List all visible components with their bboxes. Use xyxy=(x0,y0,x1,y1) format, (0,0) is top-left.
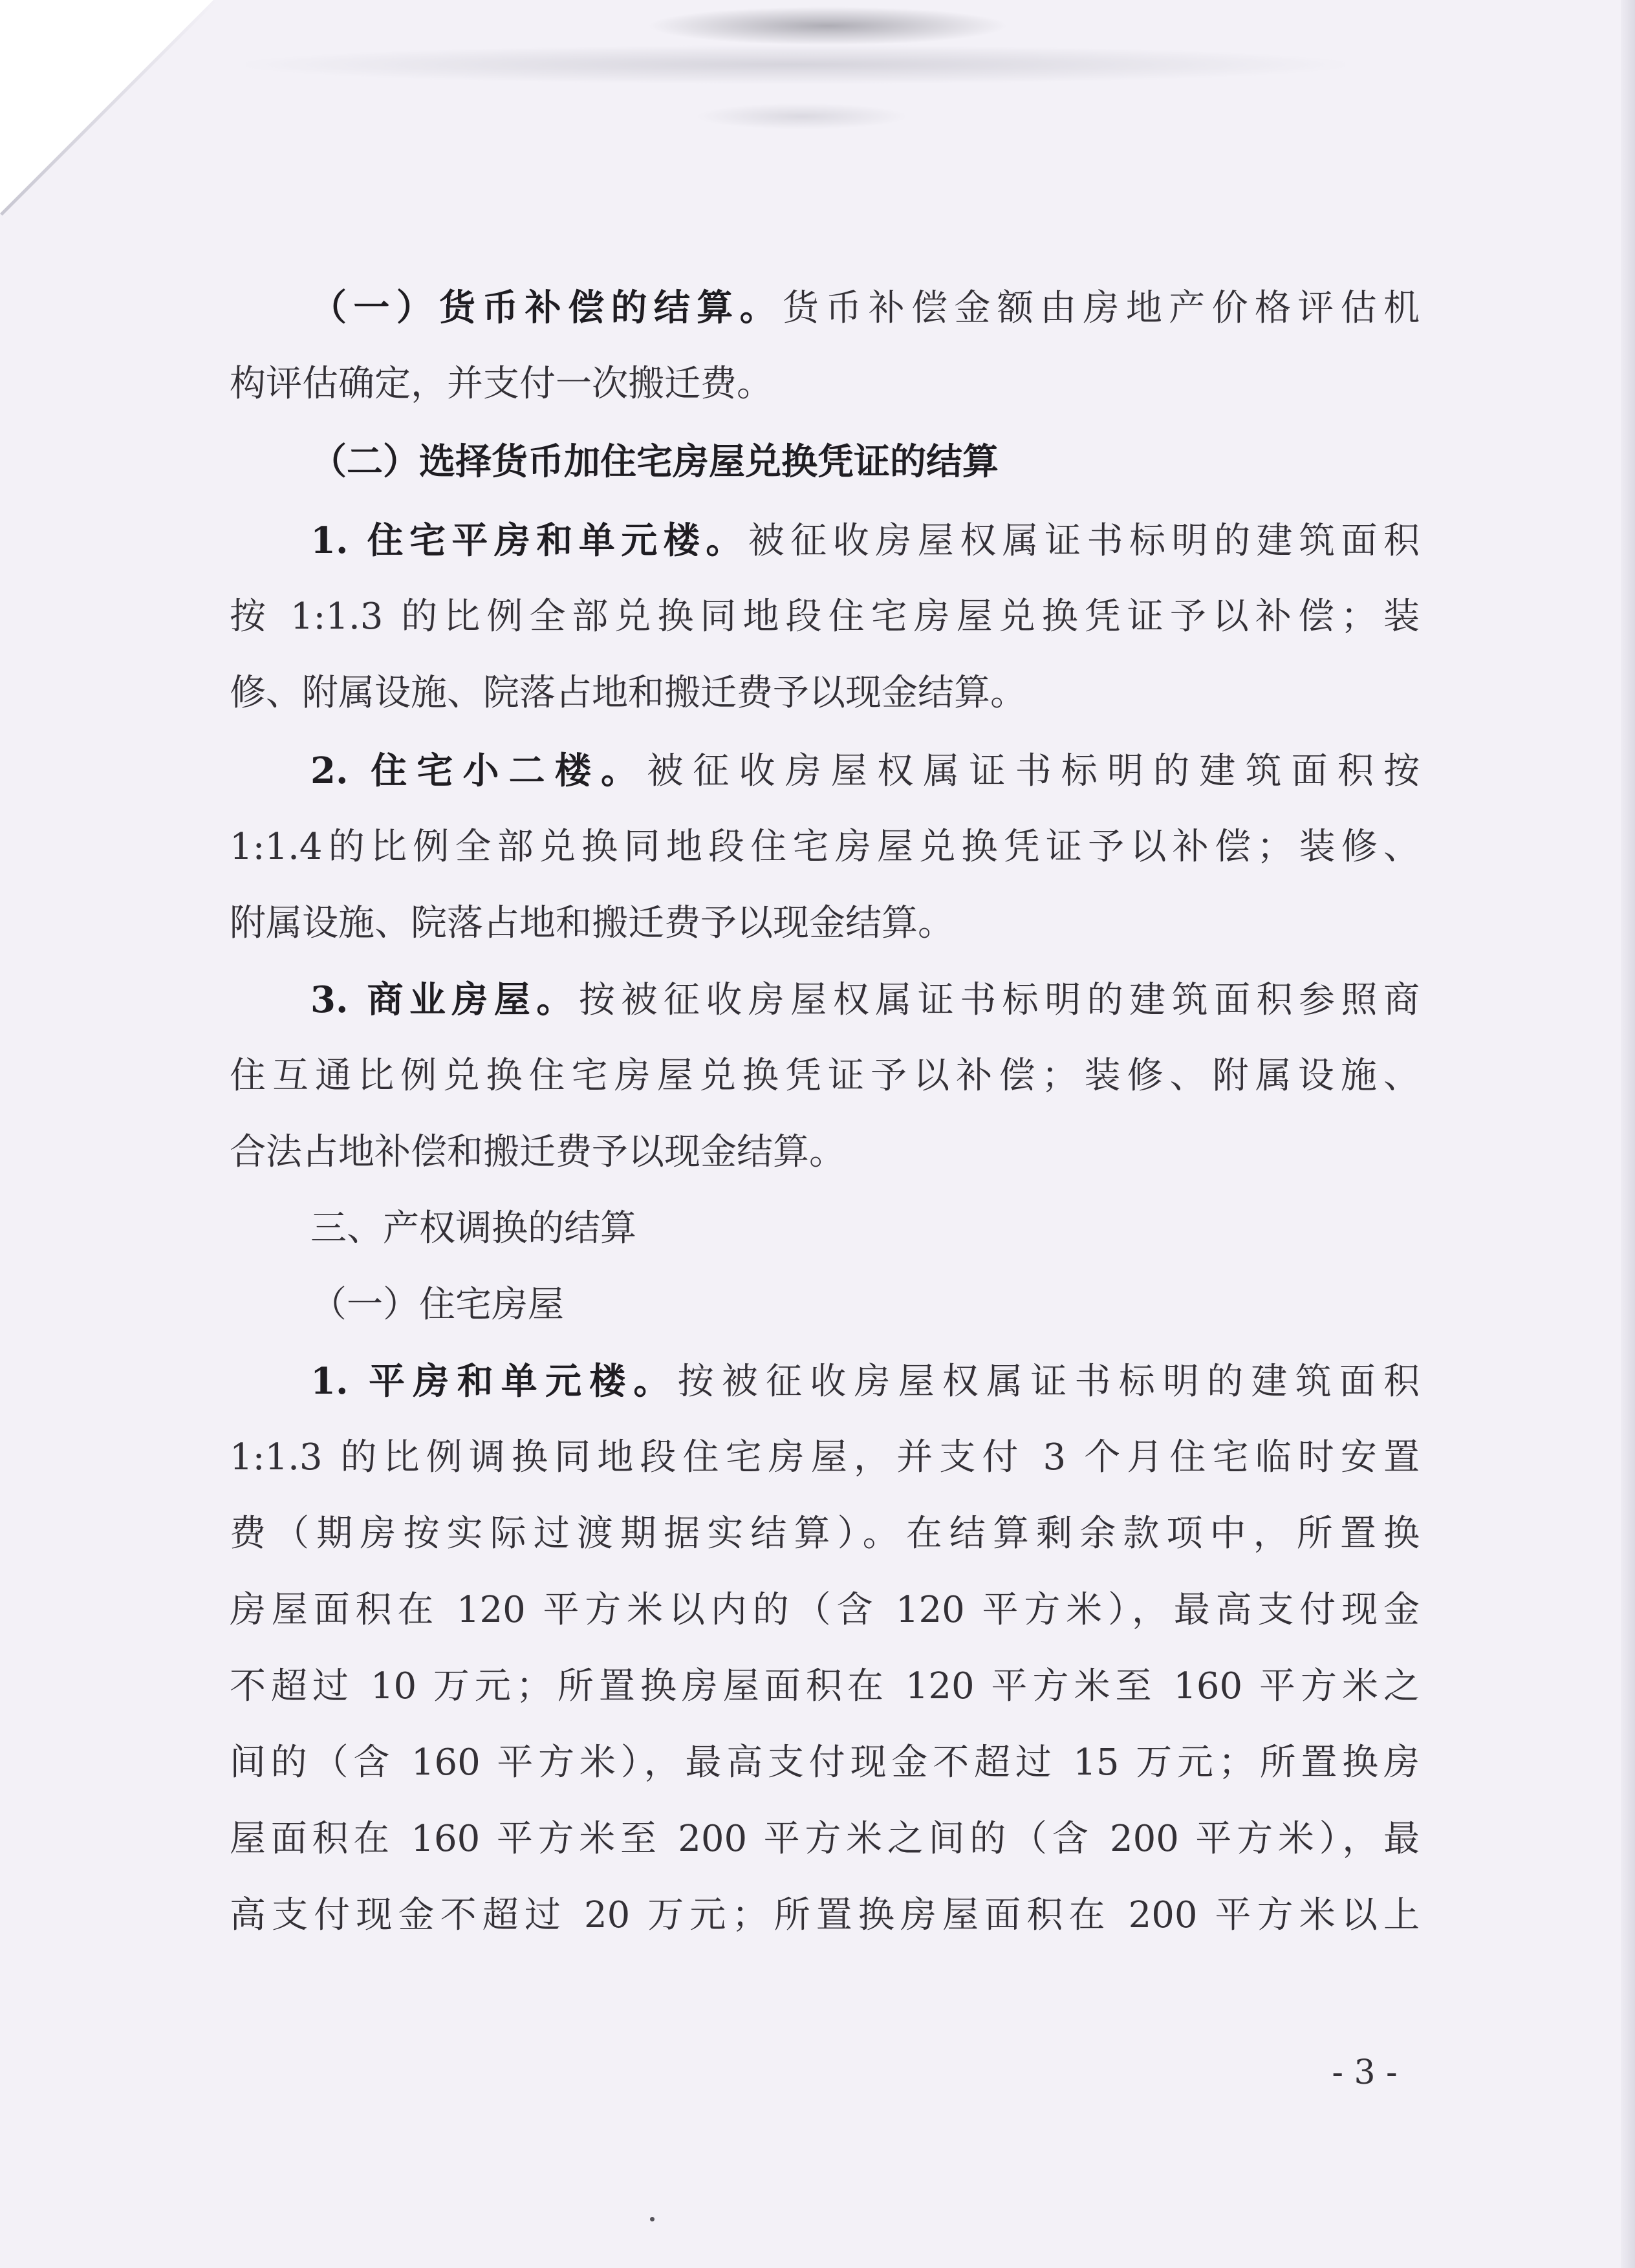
subsection-heading: （一）货币补偿的结算。 xyxy=(310,286,783,329)
paragraph-line: 住互通比例兑换住宅房屋兑换凭证予以补偿；装修、附属设施、 xyxy=(230,1055,1420,1097)
page-number: - 3 - xyxy=(1332,2053,1398,2092)
paragraph-line xyxy=(310,748,1420,794)
paragraph-line: 构评估确定，并支付一次搬迁费。 xyxy=(230,363,773,405)
paragraph-line: 1:1.3 的比例调换同地段住宅房屋，并支付 3 个月住宅临时安置 xyxy=(230,1436,1420,1478)
subsection-heading: （一）住宅房屋 xyxy=(310,1284,564,1326)
paragraph-line: 附属设施、院落占地和搬迁费予以现金结算。 xyxy=(230,902,954,944)
item-title: 2. 住宅小二楼。 xyxy=(310,750,647,792)
paragraph-line: 费（期房按实际过渡期据实结算）。在结算剩余款项中，所置换 xyxy=(230,1513,1420,1555)
paragraph-text: 被征收房屋权属证书标明的建筑面积按 xyxy=(647,750,1420,792)
paragraph-line: 屋面积在 160 平方米至 200 平方米之间的（含 200 平方米），最 xyxy=(230,1818,1420,1860)
item-title: 3. 商业房屋。 xyxy=(310,978,579,1021)
item-title: 1. 住宅平房和单元楼。 xyxy=(310,519,748,562)
subsection-heading: （二）选择货币加住宅房屋兑换凭证的结算 xyxy=(310,440,999,483)
paragraph-line: 按 1:1.3 的比例全部兑换同地段住宅房屋兑换凭证予以补偿；装 xyxy=(230,596,1420,638)
paragraph-line xyxy=(310,517,1420,564)
paragraph-line: 不超过 10 万元；所置换房屋面积在 120 平方米至 160 平方米之 xyxy=(230,1665,1420,1707)
paragraph-text: 被征收房屋权属证书标明的建筑面积 xyxy=(748,520,1420,562)
section-heading: 三、产权调换的结算 xyxy=(310,1207,636,1249)
paragraph-text: 按被征收房屋权属证书标明的建筑面积 xyxy=(677,1361,1420,1403)
paragraph-text: 货币补偿金额由房地产价格评估机 xyxy=(782,287,1420,329)
paragraph-line xyxy=(310,285,1420,331)
paragraph-line xyxy=(310,977,1420,1023)
paragraph-line: 房屋面积在 120 平方米以内的（含 120 平方米），最高支付现金 xyxy=(230,1589,1420,1631)
scan-speck xyxy=(650,2217,655,2221)
paragraph-line xyxy=(310,1358,1420,1405)
paragraph-line: 间的（含 160 平方米），最高支付现金不超过 15 万元；所置换房 xyxy=(230,1742,1420,1784)
paragraph-line: 高支付现金不超过 20 万元；所置换房屋面积在 200 平方米以上 xyxy=(230,1894,1420,1936)
paragraph-line: 合法占地补偿和搬迁费予以现金结算。 xyxy=(230,1131,845,1173)
paragraph-line: 修、附属设施、院落占地和搬迁费予以现金结算。 xyxy=(230,672,1026,714)
paragraph-line: 1:1.4的比例全部兑换同地段住宅房屋兑换凭证予以补偿；装修、 xyxy=(230,826,1420,868)
paragraph-text: 按被征收房屋权属证书标明的建筑面积参照商 xyxy=(578,979,1420,1021)
item-title: 1. 平房和单元楼。 xyxy=(310,1360,678,1403)
